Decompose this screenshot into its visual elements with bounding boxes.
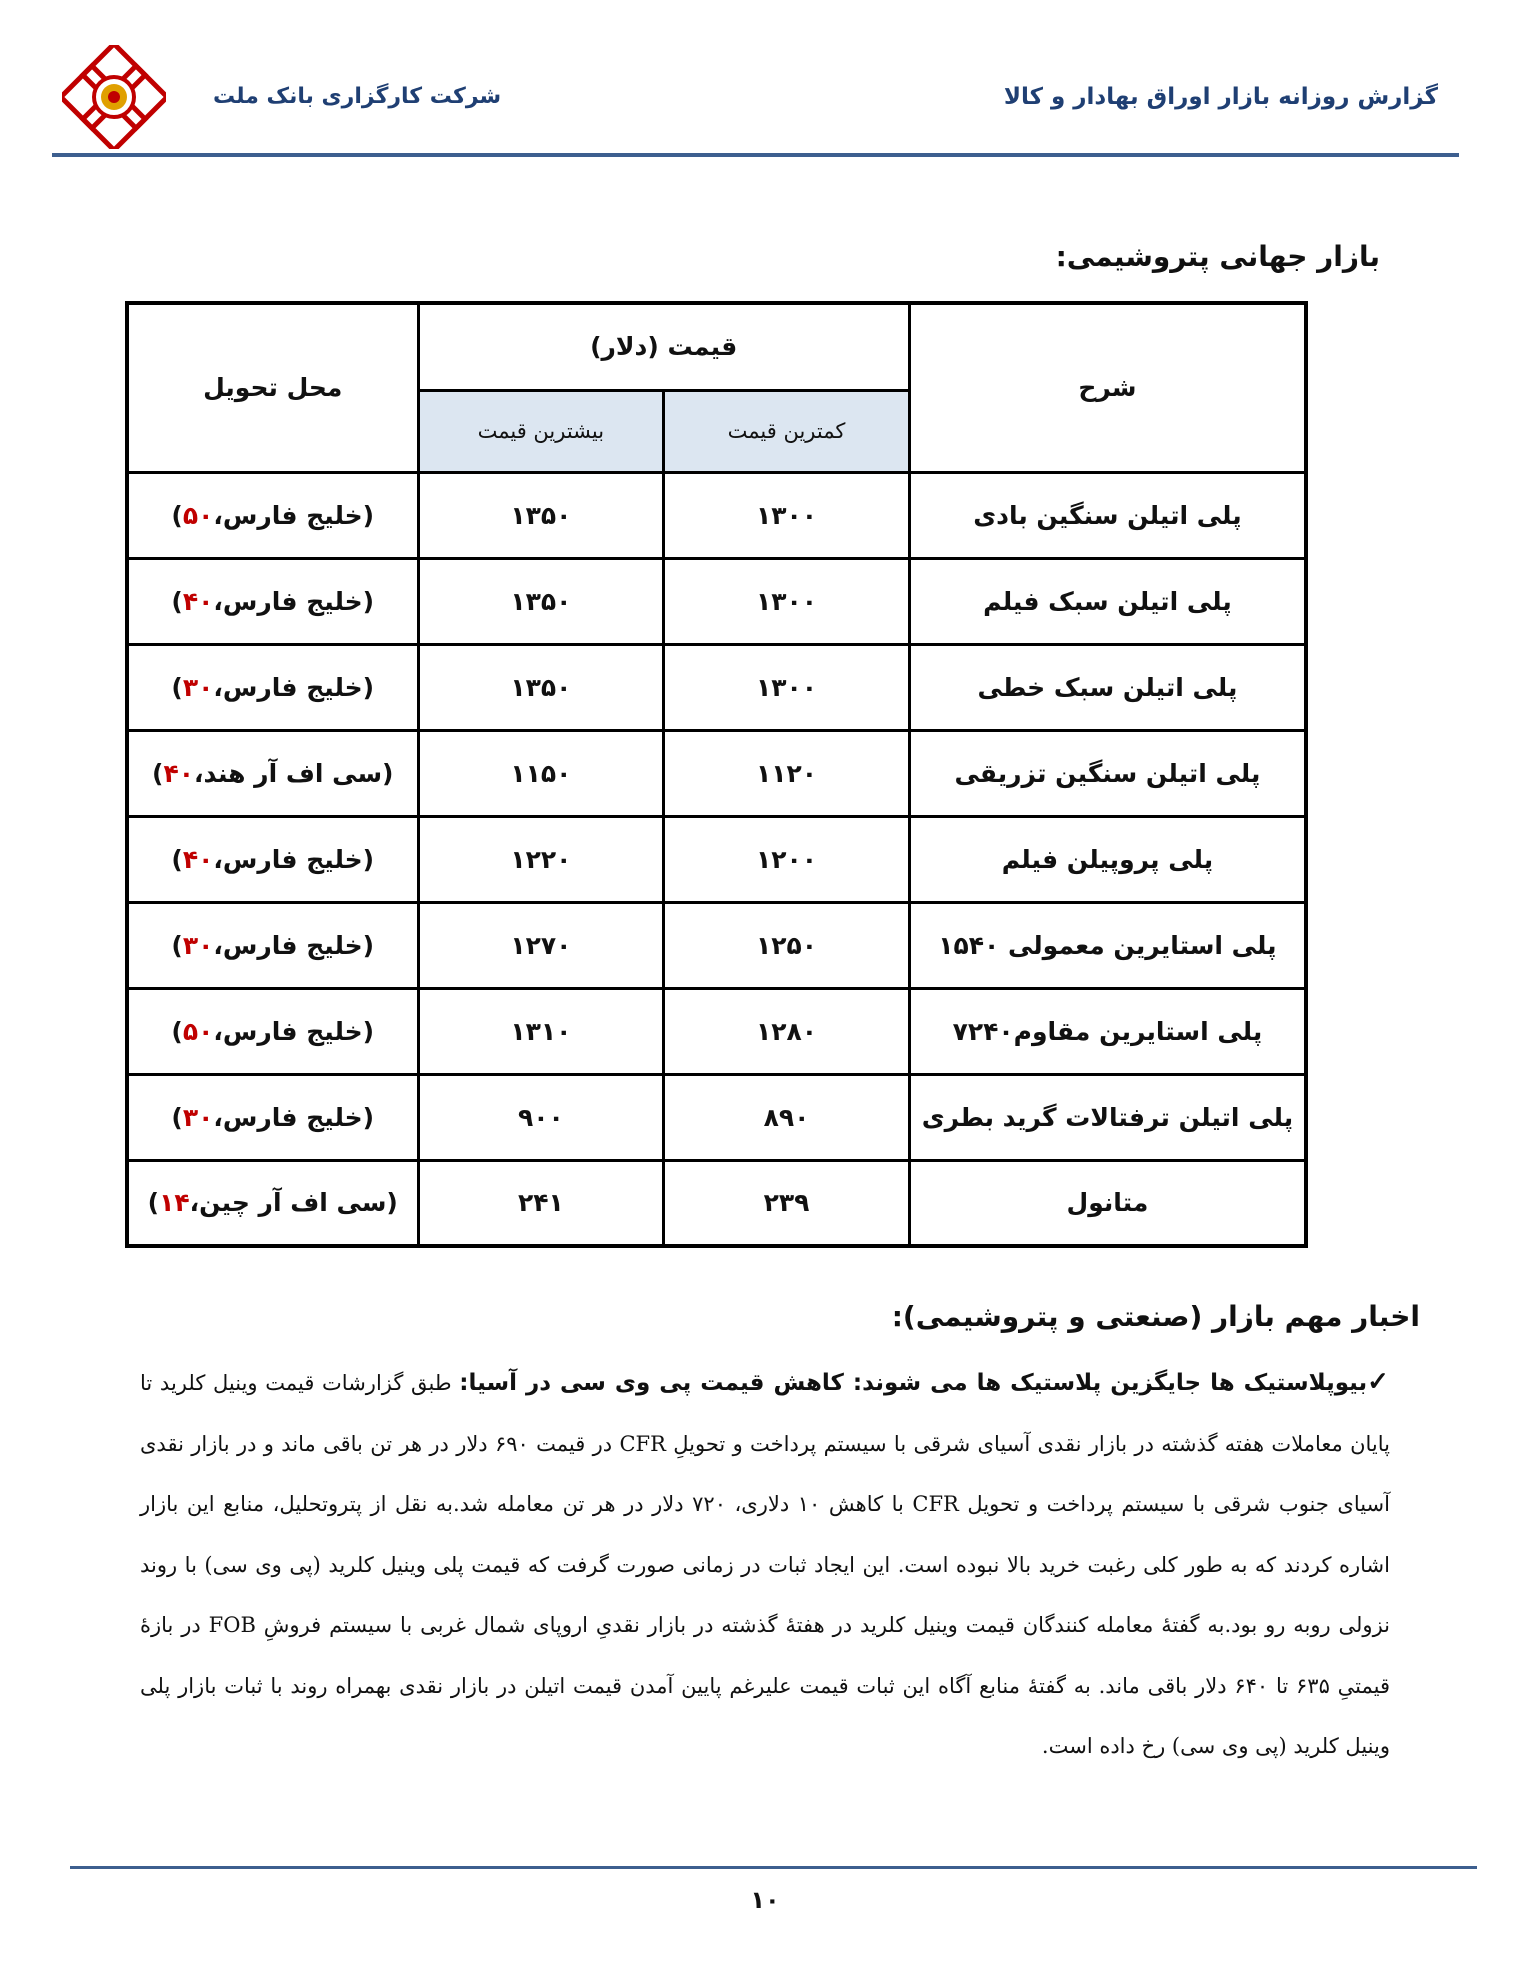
cell-description: پلی استایرین مقاوم۷۲۴۰ xyxy=(909,988,1306,1074)
cell-description: پلی استایرین معمولی ۱۵۴۰ xyxy=(909,902,1306,988)
section-title: بازار جهانی پتروشیمی: xyxy=(1055,240,1380,273)
cell-max-price: ۱۲۷۰ xyxy=(418,902,664,988)
table-row xyxy=(127,644,1306,730)
header-rule xyxy=(52,153,1459,157)
cell-max-price: ۱۳۵۰ xyxy=(418,472,664,558)
news-paragraph xyxy=(140,1352,1390,1777)
cell-description: پلی اتیلن سبک فیلم xyxy=(909,558,1306,644)
page-header xyxy=(0,0,1530,160)
cell-delivery xyxy=(127,1160,418,1246)
bank-mellat-logo-icon xyxy=(62,45,166,149)
cell-min-price: ۱۳۰۰ xyxy=(664,472,910,558)
cell-delivery xyxy=(127,644,418,730)
delivery-close: ) xyxy=(171,500,183,530)
delivery-place: (خلیج فارس، xyxy=(213,586,375,616)
header-max-price: بیشترین قیمت xyxy=(418,390,664,472)
cell-min-price: ۸۹۰ xyxy=(664,1074,910,1160)
delivery-place: (خلیج فارس، xyxy=(213,930,375,960)
delivery-place: (خلیج فارس، xyxy=(213,1016,375,1046)
cell-description: پلی اتیلن ترفتالات گرید بطری xyxy=(909,1074,1306,1160)
header-min-price: کمترین قیمت xyxy=(664,390,910,472)
delivery-number: ۳۰ xyxy=(182,1102,214,1132)
cell-delivery xyxy=(127,902,418,988)
cell-delivery xyxy=(127,988,418,1074)
cell-delivery xyxy=(127,1074,418,1160)
delivery-close: ) xyxy=(171,930,183,960)
delivery-number: ۳۰ xyxy=(182,672,214,702)
cell-max-price: ۹۰۰ xyxy=(418,1074,664,1160)
delivery-place: (سی اف آر هند، xyxy=(194,758,394,788)
delivery-close: ) xyxy=(171,672,183,702)
cell-min-price: ۱۲۰۰ xyxy=(664,816,910,902)
page-number: ۱۰ xyxy=(750,1886,780,1914)
delivery-place: (خلیج فارس، xyxy=(213,1102,375,1132)
delivery-close: ) xyxy=(171,1102,183,1132)
header-price-group: قیمت (دلار) xyxy=(418,303,909,390)
report-title: گزارش روزانه بازار اوراق بهادار و کالا xyxy=(1003,84,1438,110)
table-header-row xyxy=(127,303,1306,390)
cell-delivery xyxy=(127,730,418,816)
delivery-number: ۱۴ xyxy=(159,1188,190,1218)
cell-min-price: ۱۳۰۰ xyxy=(664,644,910,730)
cell-max-price: ۱۳۵۰ xyxy=(418,558,664,644)
cell-min-price: ۱۱۲۰ xyxy=(664,730,910,816)
cell-min-price: ۱۲۸۰ xyxy=(664,988,910,1074)
cell-description: پلی اتیلن سنگین تزریقی xyxy=(909,730,1306,816)
news-headline: بیوپلاستیک ها جایگزین پلاستیک ها می شوند: کاهش قیمت پی وی سی در آسیا: xyxy=(459,1370,1368,1396)
cell-delivery xyxy=(127,558,418,644)
petrochemical-price-table xyxy=(125,301,1308,1248)
delivery-close: ) xyxy=(171,1016,183,1046)
table-row xyxy=(127,730,1306,816)
delivery-number: ۵۰ xyxy=(182,1016,214,1046)
cell-max-price: ۱۱۵۰ xyxy=(418,730,664,816)
cell-max-price: ۱۳۱۰ xyxy=(418,988,664,1074)
news-title: اخبار مهم بازار (صنعتی و پتروشیمی): xyxy=(891,1300,1420,1333)
news-text: طبق گزارشات قیمت وینیل کلرید تا پایان معاملات هفته گذشته در بازار نقدی آسیای شرقی با سیستم پرداخت و تحویلِ CFR در قیمت ۶۹۰ دلار در هر تن باقی ماند و در بازار نقدی آسیای جنوب شرقی با سیستم پرداخت و تحویل CFR با کاهش ۱۰ دلاری، ۷۲۰ دلار در هر تن معامله شد.به نقل از پتروتحلیل، منابع این بازار اشاره کردند که به طور کلی رغبت خرید بالا نبوده است. این ایجاد ثبات در زمانی صورت گرفت که قیمت پلی وینیل کلرید (پی وی سی) با روند نزولی روبه رو بود.به گفتهٔ معامله کنندگان قیمت وینیل کلرید در هفتهٔ گذشته در بازار نقدیِ اروپای شمال غربی با سیستم فروشِ FOB در بازهٔ قیمتیِ ۶۳۵ تا ۶۴۰ دلار باقی ماند. به گفتهٔ منابع آگاه این ثبات قیمت علیرغم پایین آمدن قیمت اتیلن در بازار نقدی بهمراه روند با ثبات بازار پلی وینیل کلرید (پی وی سی) رخ داده است. xyxy=(140,1371,1391,1758)
header-description: شرح xyxy=(909,303,1306,472)
cell-description: پلی اتیلن سنگین بادی xyxy=(909,472,1306,558)
table-row xyxy=(127,1074,1306,1160)
cell-min-price: ۲۳۹ xyxy=(664,1160,910,1246)
delivery-place: (خلیج فارس، xyxy=(213,500,375,530)
company-name: شرکت کارگزاری بانک ملت xyxy=(213,84,502,109)
delivery-close: ) xyxy=(147,1188,160,1218)
delivery-close: ) xyxy=(171,586,183,616)
delivery-place: (خلیج فارس، xyxy=(213,844,375,874)
delivery-number: ۳۰ xyxy=(182,930,214,960)
cell-delivery xyxy=(127,816,418,902)
cell-max-price: ۲۴۱ xyxy=(418,1160,664,1246)
table-row xyxy=(127,472,1306,558)
delivery-close: ) xyxy=(152,758,164,788)
header-delivery: محل تحویل xyxy=(127,303,418,472)
delivery-place: (خلیج فارس، xyxy=(213,672,375,702)
delivery-number: ۵۰ xyxy=(182,500,214,530)
table-row xyxy=(127,902,1306,988)
checkmark-icon: ✓ xyxy=(1367,1367,1390,1397)
footer-rule xyxy=(70,1866,1477,1869)
table-row xyxy=(127,816,1306,902)
cell-max-price: ۱۳۵۰ xyxy=(418,644,664,730)
cell-delivery xyxy=(127,472,418,558)
table-row xyxy=(127,988,1306,1074)
table-row xyxy=(127,558,1306,644)
cell-description: پلی اتیلن سبک خطی xyxy=(909,644,1306,730)
cell-max-price: ۱۲۲۰ xyxy=(418,816,664,902)
delivery-close: ) xyxy=(171,844,183,874)
delivery-number: ۴۰ xyxy=(182,586,214,616)
cell-description: پلی پروپیلن فیلم xyxy=(909,816,1306,902)
cell-min-price: ۱۲۵۰ xyxy=(664,902,910,988)
delivery-number: ۴۰ xyxy=(163,758,194,788)
cell-description: متانول xyxy=(909,1160,1306,1246)
table-row xyxy=(127,1160,1306,1246)
cell-min-price: ۱۳۰۰ xyxy=(664,558,910,644)
delivery-place: (سی اف آر چین، xyxy=(189,1188,398,1218)
delivery-number: ۴۰ xyxy=(182,844,214,874)
